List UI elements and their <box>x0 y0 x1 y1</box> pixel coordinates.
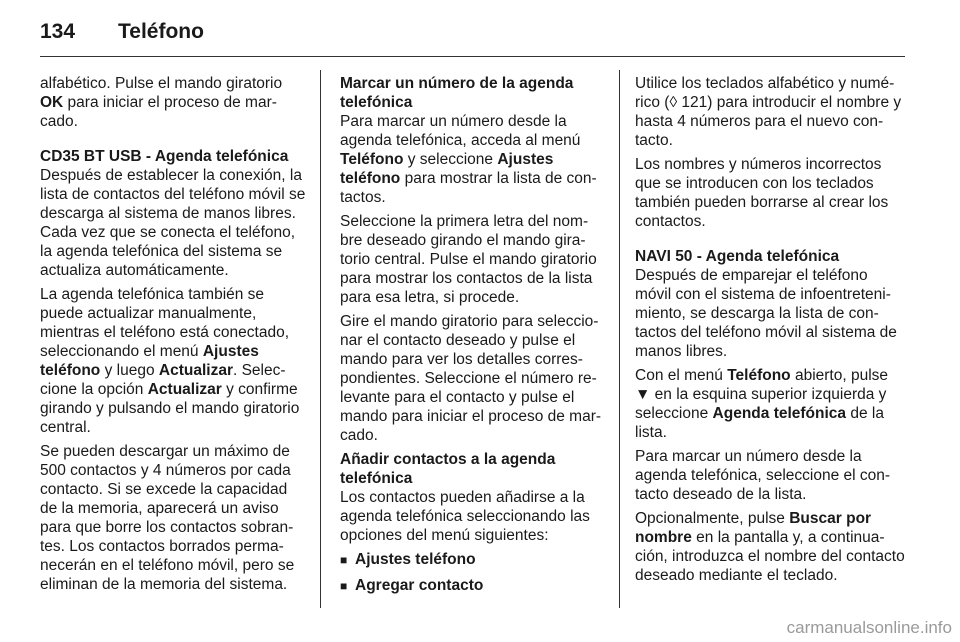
page-title: Teléfono <box>118 20 204 43</box>
down-triangle-icon: ▼ <box>635 386 651 403</box>
square-bullet-icon: ■ <box>340 553 348 567</box>
page-header <box>40 20 204 44</box>
paragraph: Seleccione la primera letra del nombre deseado girando el mando giratorio central. Pulse el mando giratorio para mostrar los contactos de la lista para esa letra, si procede. <box>340 213 597 306</box>
paragraph: Con el menú Teléfono abierto, pulse ▼ en la esquina superior izquierda y seleccione Agenda telefónica de la lista. <box>635 367 889 441</box>
watermark: carmanualsonline.info <box>786 618 952 637</box>
page-number: 134 <box>40 20 76 43</box>
bullet-list <box>340 550 604 596</box>
column-3 <box>635 74 905 590</box>
column-1 <box>40 74 308 599</box>
paragraph: Los contactos pueden añadirse a la agenda telefónica seleccionando las opciones del menú siguientes: <box>340 489 590 544</box>
list-item: ■ Ajustes teléfono <box>340 551 476 568</box>
paragraph: Para marcar un número desde la agenda telefónica, acceda al menú Teléfono y seleccione Ajustes teléfono para mostrar la lista de contactos. <box>340 113 597 206</box>
paragraph: Se pueden descargar un máximo de 500 contactos y 4 números por cada contacto. Si se excede la capacidad de la memoria, aparecerá un aviso para que borre los contactos sobrantes. Los contactos borrados permanecerán en el teléfono móvil, pero se eliminan de la memoria del sistema. <box>40 443 295 593</box>
section-heading: CD35 BT USB - Agenda telefónica <box>40 148 289 165</box>
paragraph: Después de emparejar el teléfono móvil con el sistema de infoentretenimiento, se descarga la lista de contactos del teléfono móvil al sistema de manos libres. <box>635 267 897 360</box>
section-heading: Marcar un número de la agenda telefónica <box>340 75 574 111</box>
section-heading: Añadir contactos a la agenda telefónica <box>340 451 556 487</box>
list-item: ■ Agregar contacto <box>340 577 484 594</box>
column-divider-1 <box>320 70 321 608</box>
paragraph: Para marcar un número desde la agenda telefónica, seleccione el contacto deseado de la lista. <box>635 448 891 503</box>
paragraph: Los nombres y números incorrectos que se introducen con los teclados también pueden borrarse al crear los contactos. <box>635 156 889 230</box>
paragraph: Opcionalmente, pulse Buscar por nombre en la pantalla y, a continuación, introduzca el nombre del contacto deseado mediante el teclado. <box>635 510 905 584</box>
paragraph: Gire el mando giratorio para seleccionar el contacto deseado y pulse el mando para ver los detalles correspondientes. Seleccione el número relevante para el contacto y pulse el mando para iniciar el proceso de marcado. <box>340 313 602 444</box>
section-heading: NAVI 50 - Agenda telefónica <box>635 248 840 265</box>
paragraph: Después de establecer la conexión, la lista de contactos del teléfono móvil se descarga al sistema de manos libres. Cada vez que se conecta el teléfono, la agenda telefónica del sistema se actualiza automáticamente. <box>40 167 306 279</box>
square-bullet-icon: ■ <box>340 579 348 593</box>
paragraph: La agenda telefónica también se puede actualizar manualmente, mientras el teléfono está conectado, seleccionando el menú Ajustes teléfono y luego Actualizar. Seleccione la opción Actualizar y confirme girando y pulsando el mando giratorio central. <box>40 286 300 436</box>
ok-keyword: OK <box>40 94 64 111</box>
paragraph: Utilice los teclados alfabético y numérico (◊ 121) para introducir el nombre y hasta 4 números para el nuevo contacto. <box>635 75 902 149</box>
paragraph: alfabético. Pulse el mando giratorio OK para iniciar el proceso de marcado. <box>40 75 283 130</box>
header-rule <box>40 56 905 57</box>
column-2 <box>340 74 604 602</box>
reference-arrow-icon: ◊ <box>669 94 678 111</box>
column-divider-2 <box>619 70 620 608</box>
